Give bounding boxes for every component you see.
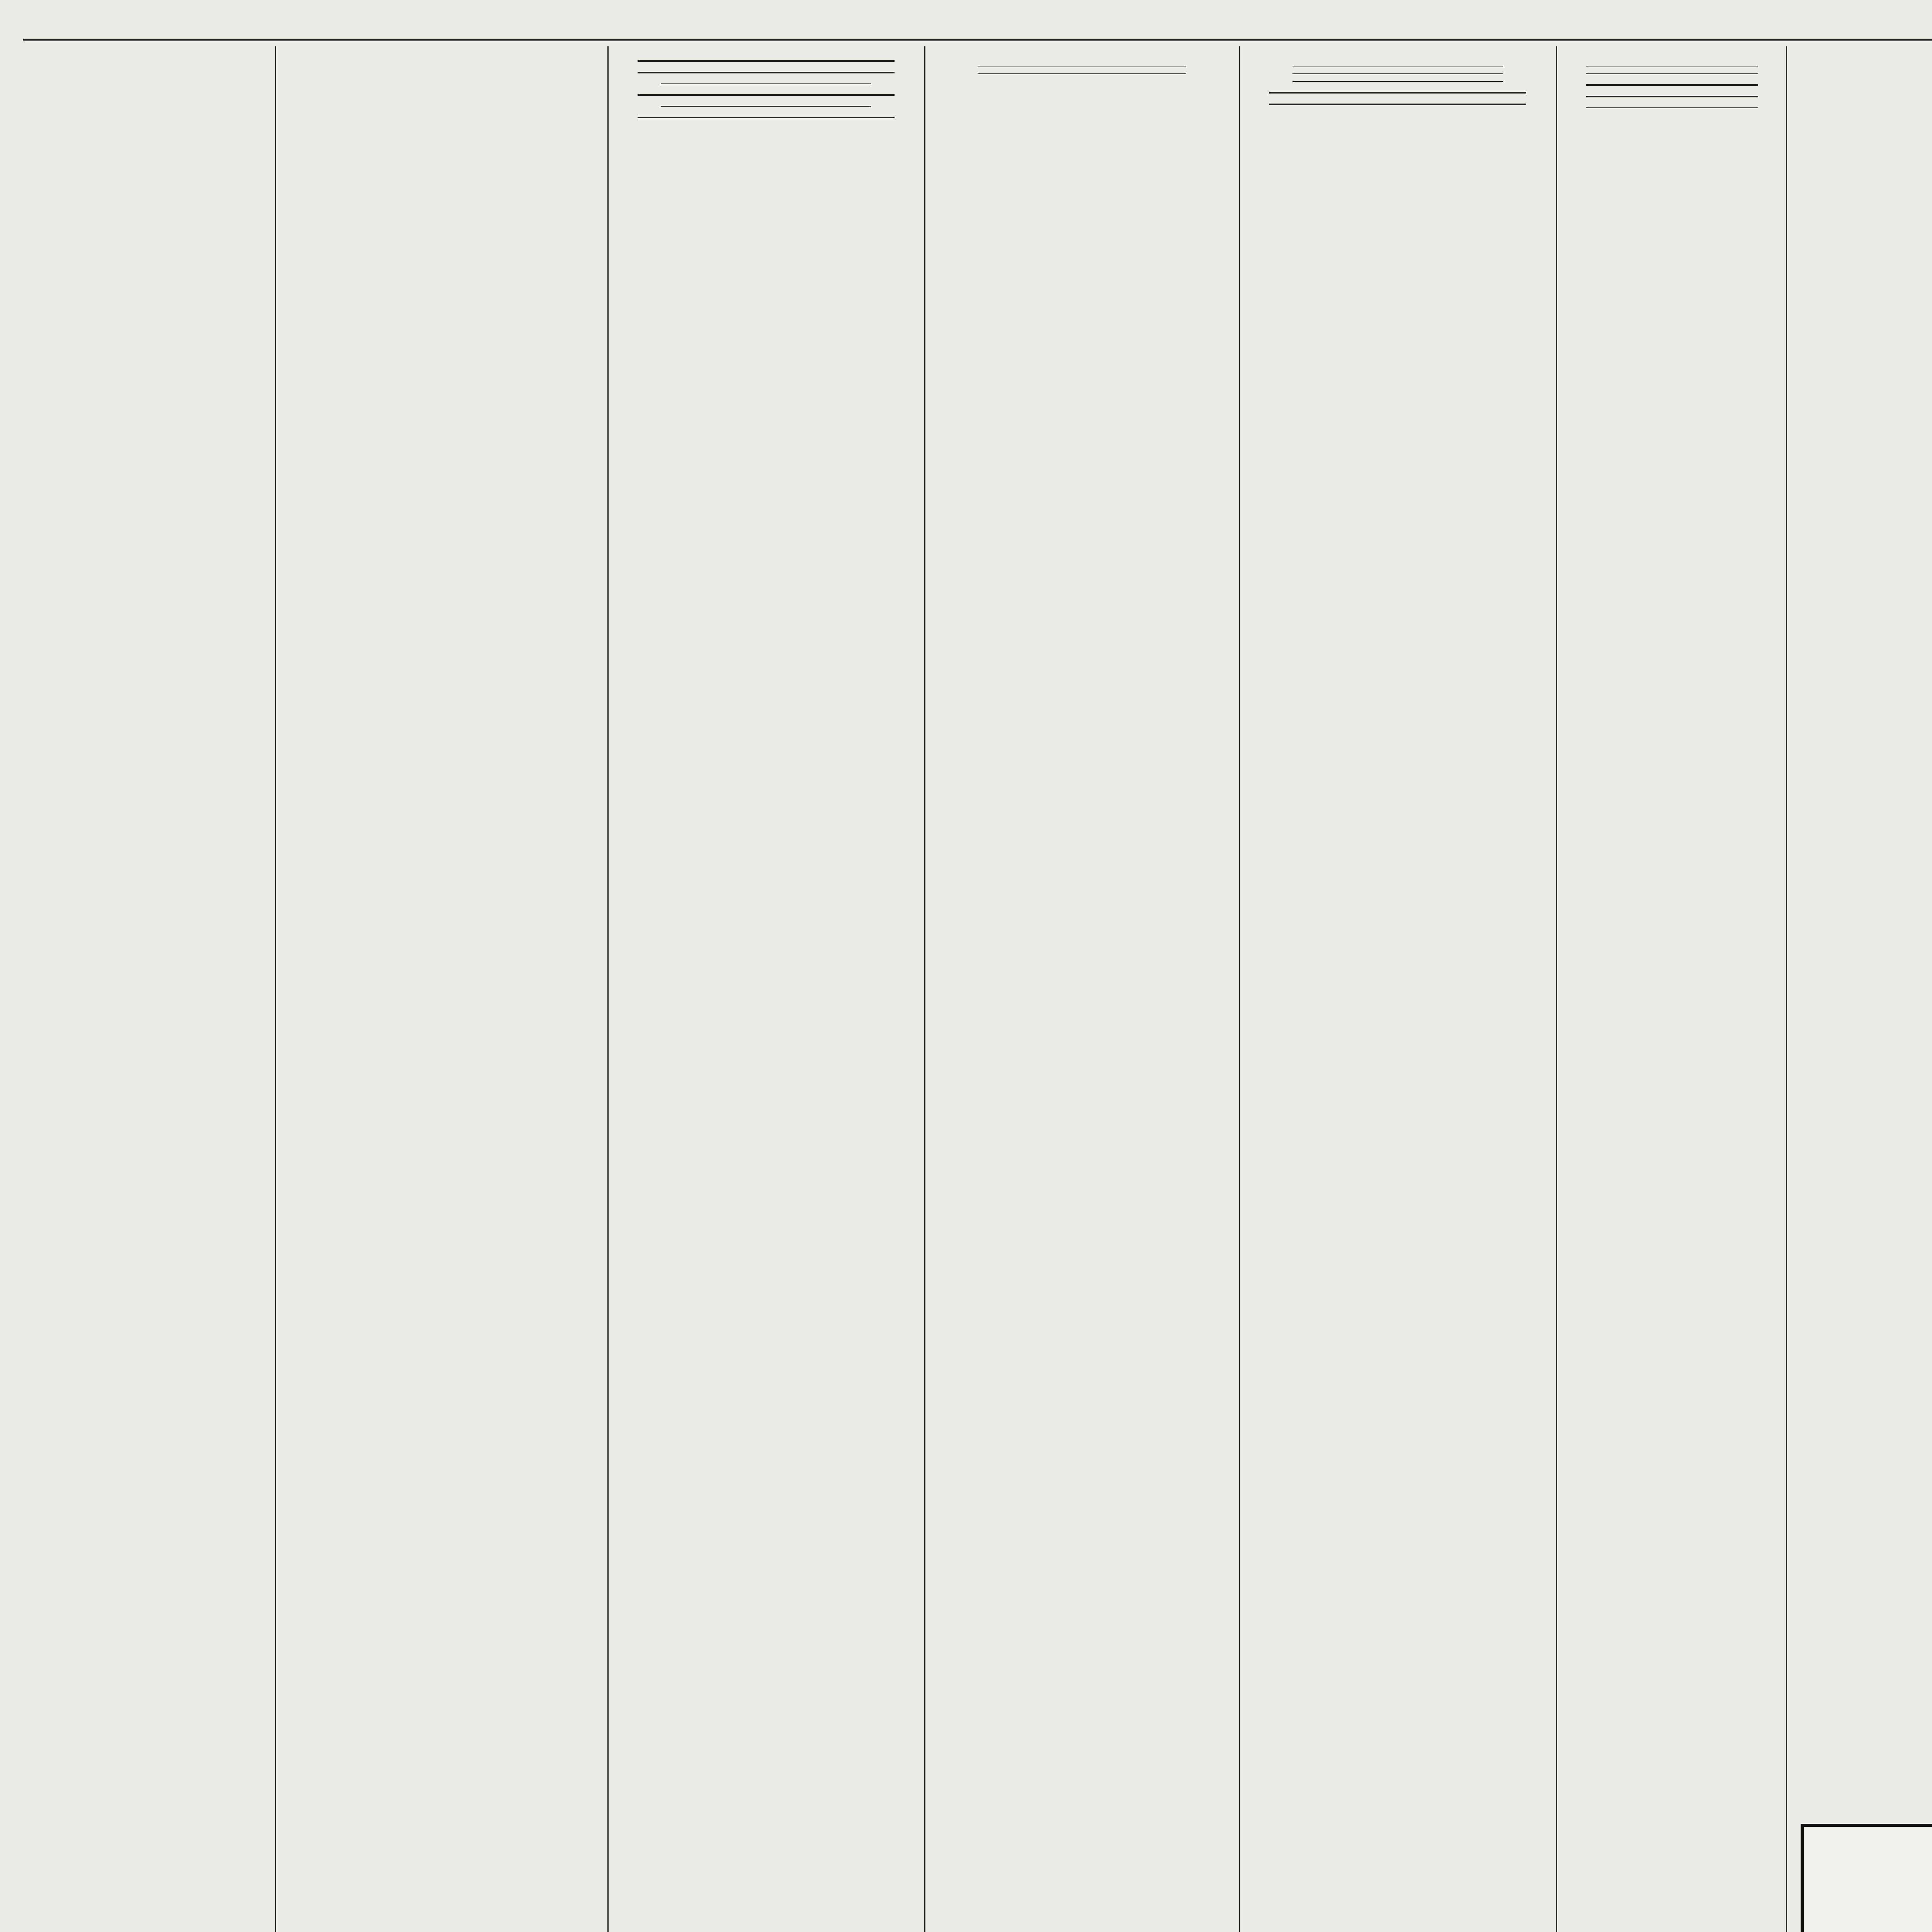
column-rule xyxy=(275,46,276,1932)
divider xyxy=(661,106,871,107)
divider xyxy=(638,94,895,96)
column-rule xyxy=(1556,46,1557,1932)
tiger-tea-ad xyxy=(1793,54,1932,1812)
column-rule xyxy=(1786,46,1787,1932)
column-rule xyxy=(607,46,609,1932)
masthead xyxy=(23,8,1932,35)
column-rule xyxy=(924,46,925,1932)
divider xyxy=(1586,73,1758,74)
divider xyxy=(1293,73,1503,74)
column-parliament xyxy=(931,50,1233,1932)
divider xyxy=(978,73,1186,74)
column-government xyxy=(1563,50,1781,1932)
rail-ad xyxy=(1801,1824,1932,1932)
column-golf-parliament xyxy=(614,50,918,1932)
divider xyxy=(638,60,895,62)
masthead-rule xyxy=(23,39,1932,41)
ad-deluxe-line xyxy=(1793,723,1932,789)
divider xyxy=(661,83,871,84)
column-rule xyxy=(1239,46,1240,1932)
divider xyxy=(1586,84,1758,86)
divider xyxy=(1293,81,1503,82)
divider xyxy=(638,117,895,118)
column-trams xyxy=(1246,50,1549,1932)
divider xyxy=(1586,107,1758,108)
divider xyxy=(1269,104,1526,105)
column-sports xyxy=(27,50,269,1932)
divider xyxy=(638,72,895,73)
silhouette-head-icon xyxy=(1793,77,1932,715)
ad-footer xyxy=(1793,835,1932,959)
divider xyxy=(1586,96,1758,97)
divider xyxy=(1269,92,1526,94)
column-athletics xyxy=(282,50,601,1932)
